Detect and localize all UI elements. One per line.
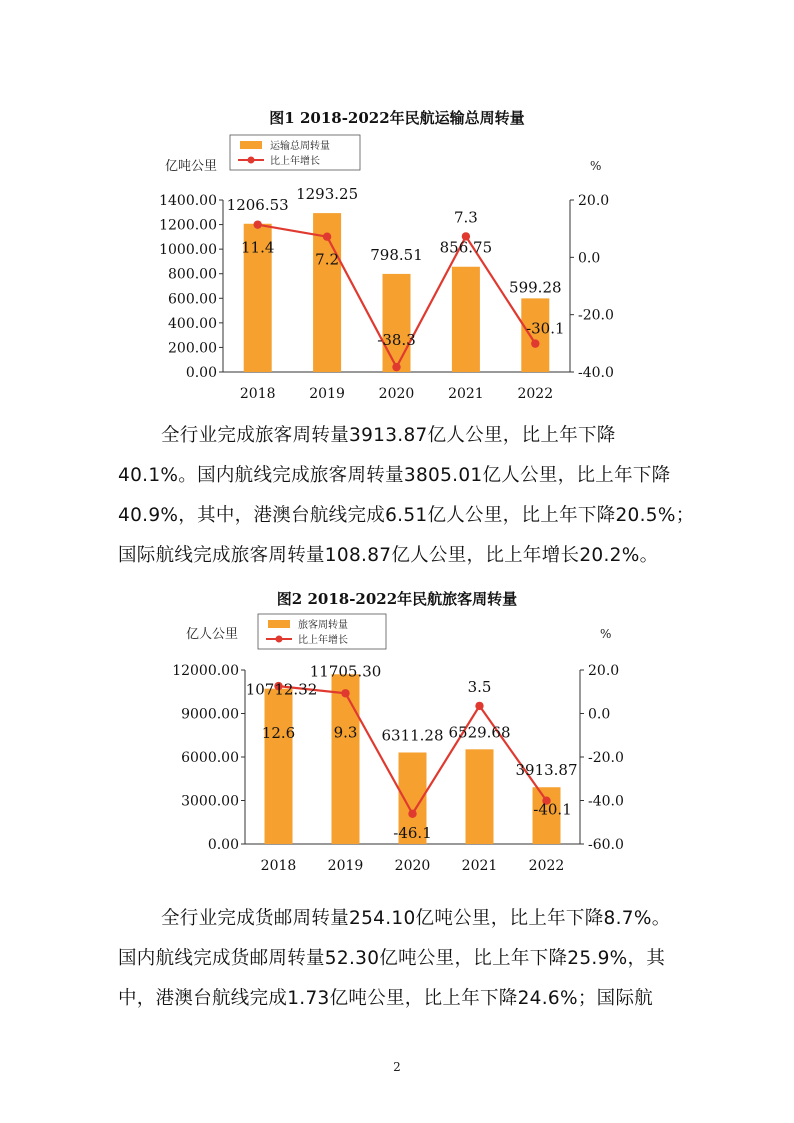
- left-tick-label: 200.00: [168, 340, 217, 357]
- bar: [332, 674, 360, 844]
- x-tick-label: 2019: [309, 386, 345, 402]
- left-tick-label: 800.00: [168, 266, 217, 283]
- left-tick-label: 1400.00: [159, 193, 217, 209]
- legend-line-marker: [276, 636, 283, 643]
- right-tick-label: 20.0: [588, 663, 620, 679]
- right-tick-label: -40.0: [588, 793, 624, 810]
- right-axis-title: %: [590, 159, 602, 173]
- x-tick-label: 2019: [327, 858, 364, 874]
- growth-point: [475, 702, 483, 710]
- bar: [466, 749, 494, 844]
- right-axis-title: %: [600, 627, 612, 641]
- bar-value-label: 11705.30: [309, 662, 382, 681]
- paragraph2-line: 国内航线完成货邮周转量52.30亿吨公里，比上年下降25.9%，其: [118, 948, 666, 969]
- left-tick-label: 0.00: [207, 837, 239, 853]
- growth-point: [408, 810, 416, 818]
- growth-value-label: -46.1: [393, 823, 432, 842]
- legend-bar-label: 旅客周转量: [298, 620, 348, 631]
- x-tick-label: 2018: [239, 386, 276, 402]
- left-tick-label: 9000.00: [181, 706, 239, 723]
- legend-line-label: 比上年增长: [298, 635, 348, 646]
- x-tick-label: 2022: [528, 858, 565, 874]
- right-tick-label: -40.0: [578, 365, 614, 381]
- page-number: 2: [393, 1060, 401, 1074]
- left-tick-label: 1200.00: [159, 217, 217, 234]
- bar-value-label: 798.51: [370, 245, 423, 264]
- growth-value-label: 3.5: [467, 677, 492, 696]
- paragraph1-line: 40.9%，其中，港澳台航线完成6.51亿人公里，比上年下降20.5%；: [118, 505, 695, 526]
- x-tick-label: 2021: [461, 858, 498, 874]
- left-tick-label: 400.00: [168, 315, 217, 332]
- bar-value-label: 10712.32: [245, 680, 318, 699]
- bar-value-label: 1206.53: [226, 195, 289, 214]
- paragraph-cargo-turnover: [118, 899, 678, 1019]
- growth-value-label: 7.3: [453, 208, 478, 227]
- bar-value-label: 3913.87: [515, 761, 578, 780]
- left-axis-title: 亿人公里: [186, 627, 239, 642]
- left-axis-title: 亿吨公里: [165, 159, 218, 174]
- x-tick-label: 2020: [378, 386, 415, 402]
- bar-value-label: 1293.25: [296, 185, 359, 204]
- paragraph2-line: 全行业完成货邮周转量254.10亿吨公里，比上年下降8.7%。: [161, 908, 671, 929]
- left-tick-label: 12000.00: [172, 663, 239, 679]
- right-tick-label: 0.0: [578, 250, 601, 267]
- growth-value-label: -30.1: [526, 319, 565, 338]
- growth-value-label: 11.4: [240, 238, 275, 257]
- growth-value-label: -38.3: [377, 331, 416, 350]
- bar-value-label: 6529.68: [448, 723, 511, 742]
- x-tick-label: 2021: [448, 386, 484, 402]
- growth-value-label: -40.1: [533, 800, 572, 819]
- right-tick-label: -60.0: [588, 837, 624, 853]
- bar: [265, 689, 293, 844]
- left-tick-label: 0.00: [185, 365, 217, 381]
- bar-value-label: 856.75: [439, 238, 493, 257]
- right-tick-label: -20.0: [588, 750, 624, 766]
- chart2-title: 图2 2018-2022年民航旅客周转量: [276, 590, 518, 608]
- left-tick-label: 1000.00: [159, 242, 217, 259]
- chart1-title: 图1 2018-2022年民航运输总周转量: [269, 109, 525, 127]
- growth-value-label: 9.3: [333, 723, 358, 742]
- right-tick-label: 20.0: [578, 193, 610, 209]
- bar-value-label: 6311.28: [381, 726, 444, 745]
- legend-bar-swatch: [268, 620, 290, 628]
- left-tick-label: 3000.00: [181, 793, 239, 810]
- paragraph1-line: 全行业完成旅客周转量3913.87亿人公里，比上年下降: [161, 425, 616, 446]
- paragraph1-line: 40.1%。国内航线完成旅客周转量3805.01亿人公里，比上年下降: [118, 465, 671, 486]
- x-tick-label: 2022: [517, 386, 554, 402]
- legend-line-label: 比上年增长: [270, 156, 320, 167]
- growth-value-label: 12.6: [261, 724, 296, 743]
- legend-bar-label: 运输总周转量: [270, 141, 330, 152]
- paragraph2-line: 中，港澳台航线完成1.73亿吨公里，比上年下降24.6%；国际航: [118, 988, 654, 1009]
- left-tick-label: 6000.00: [181, 750, 239, 766]
- right-tick-label: 0.0: [588, 706, 611, 723]
- right-tick-label: -20.0: [578, 307, 614, 324]
- paragraph1-line: 国际航线完成旅客周转量108.87亿人公里，比上年增长20.2%。: [118, 545, 659, 566]
- bar-value-label: 599.28: [509, 278, 562, 297]
- left-tick-label: 600.00: [168, 291, 217, 308]
- growth-point: [341, 689, 349, 697]
- growth-value-label: 7.2: [315, 250, 340, 269]
- x-tick-label: 2020: [394, 858, 431, 874]
- x-tick-label: 2018: [260, 858, 297, 874]
